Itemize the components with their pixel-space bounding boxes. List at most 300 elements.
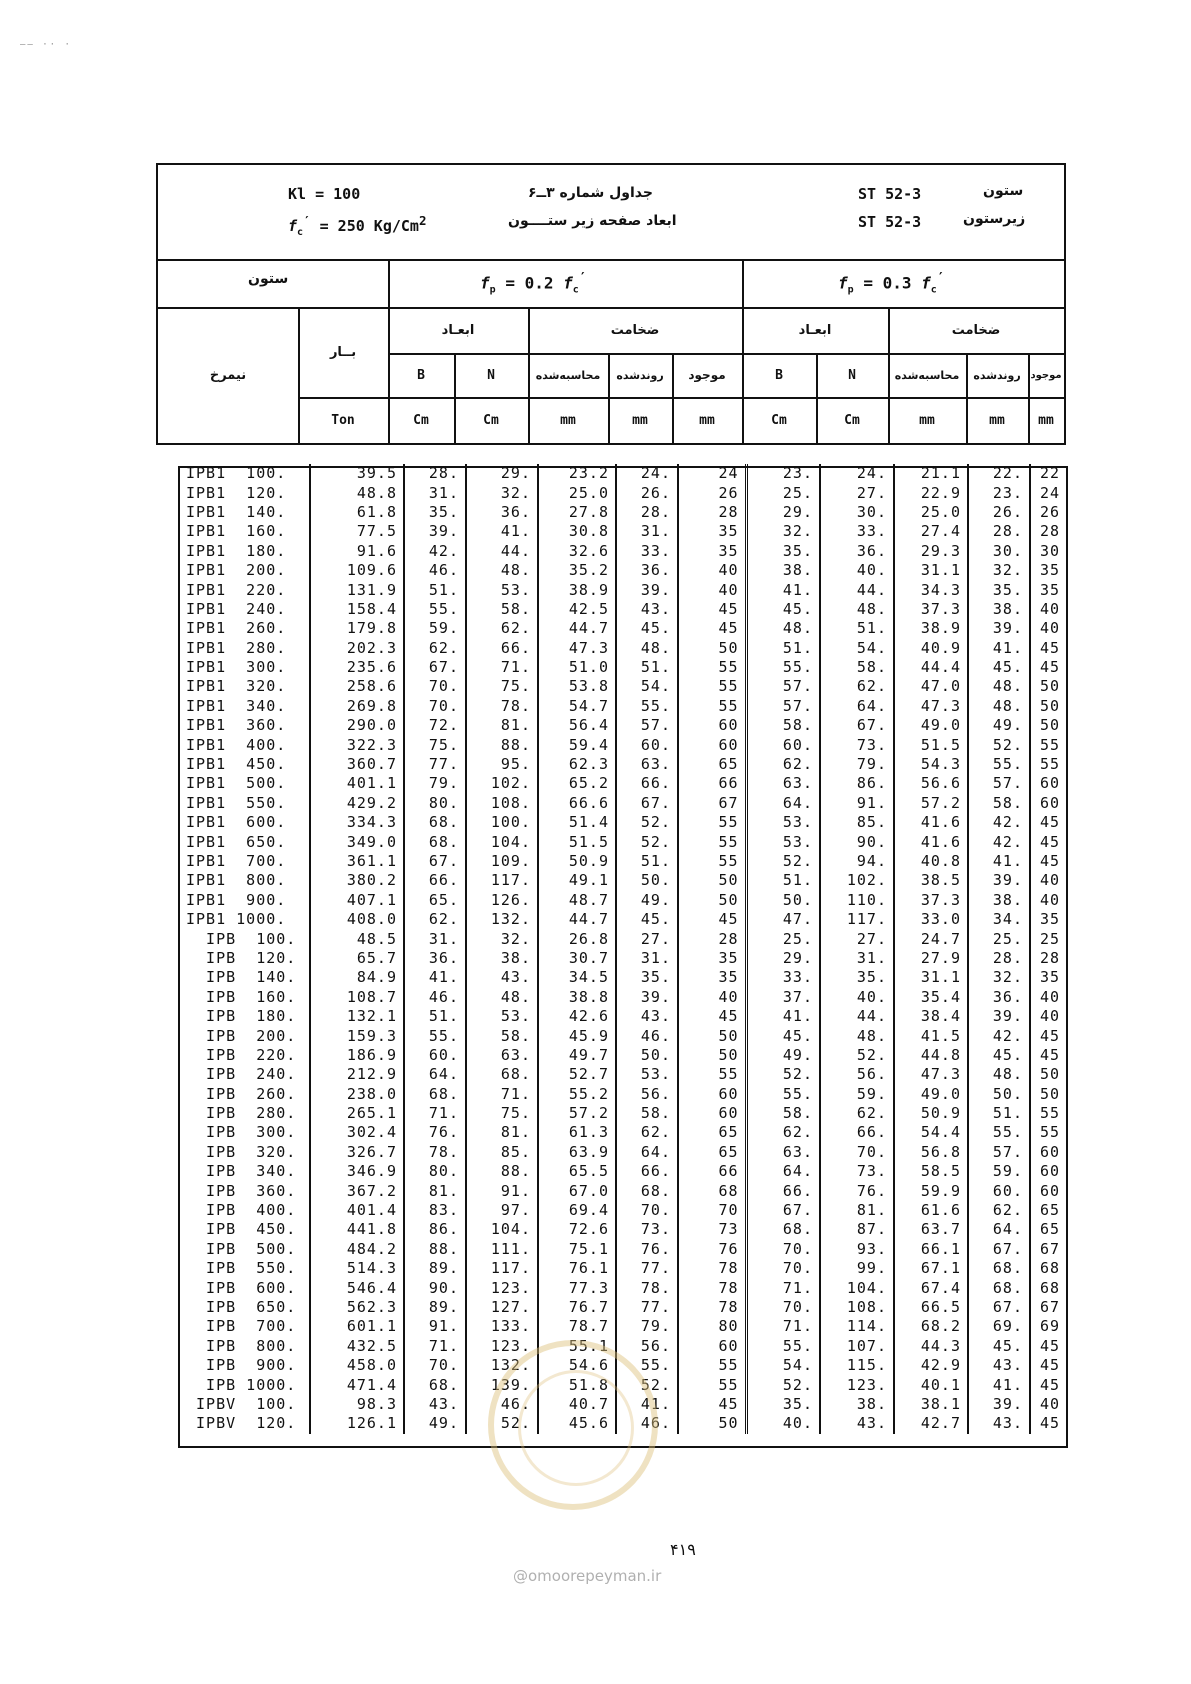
- table-cell: 77.: [616, 1298, 678, 1317]
- table-cell: 27.4: [894, 522, 968, 541]
- table-cell: 48.5: [310, 929, 404, 948]
- header-title-row: [158, 165, 1064, 261]
- table-cell: 76.: [404, 1123, 466, 1142]
- table-cell: IPB1 320.: [186, 677, 287, 696]
- table-row: [180, 1240, 1066, 1259]
- table-cell: 33.: [820, 522, 894, 541]
- table-cell: 54.: [746, 1356, 820, 1375]
- table-row: [180, 503, 1066, 522]
- table-row: [180, 619, 1066, 638]
- table-cell: 72.: [404, 716, 466, 735]
- table-cell: 60: [1030, 774, 1066, 793]
- table-cell: 38.9: [894, 619, 968, 638]
- table-cell: IPB 240.: [186, 1065, 297, 1084]
- table-cell: 290.0: [310, 716, 404, 735]
- table-cell: 48.: [466, 988, 538, 1007]
- unit-mm-calc1: mm: [560, 412, 576, 428]
- table-cell: 66: [678, 1162, 746, 1181]
- table-cell: 33.: [746, 968, 820, 987]
- table-cell: 43.: [404, 1395, 466, 1414]
- table-cell: 66: [678, 774, 746, 793]
- table-row: [180, 1337, 1066, 1356]
- table-cell: 102.: [820, 871, 894, 890]
- table-cell: 39.: [616, 988, 678, 1007]
- table-cell: 63.7: [894, 1220, 968, 1239]
- section-column-label: ستون: [248, 271, 289, 287]
- table-row: [180, 658, 1066, 677]
- table-cell: 28.: [968, 522, 1030, 541]
- table-cell: 22: [1030, 464, 1066, 483]
- table-cell: 48.: [968, 1065, 1030, 1084]
- fp-value-2: = 0.3: [863, 273, 912, 293]
- table-cell: 55: [1030, 1123, 1066, 1142]
- table-cell: 66.: [466, 639, 538, 658]
- table-cell: 58.: [820, 658, 894, 677]
- table-cell: 35.: [820, 968, 894, 987]
- table-cell: 41.: [746, 580, 820, 599]
- table-row: [180, 1085, 1066, 1104]
- table-row: [180, 1278, 1066, 1297]
- n-header-1: N: [487, 367, 495, 383]
- table-cell: 49.: [968, 716, 1030, 735]
- table-cell: 50: [678, 1046, 746, 1065]
- table-row: [180, 483, 1066, 502]
- table-cell: 68.: [968, 1259, 1030, 1278]
- table-row: [180, 832, 1066, 851]
- table-cell: IPB 200.: [186, 1026, 297, 1045]
- table-cell: 45: [1030, 852, 1066, 871]
- table-cell: 46.: [616, 1414, 678, 1433]
- table-cell: 126.: [466, 891, 538, 910]
- table-cell: 25.0: [538, 483, 616, 502]
- table-cell: 70.: [616, 1201, 678, 1220]
- table-cell: IPB1 340.: [186, 696, 287, 715]
- base-grade: ST 52-3: [858, 213, 922, 231]
- table-cell: 50: [1030, 1085, 1066, 1104]
- table-cell: 30.: [820, 503, 894, 522]
- table-cell: 90.: [820, 832, 894, 851]
- table-cell: 35: [678, 542, 746, 561]
- table-cell: 69.: [968, 1317, 1030, 1336]
- unit-cm-b2: Cm: [771, 412, 787, 428]
- table-cell: 55: [678, 1356, 746, 1375]
- table-cell: 35.4: [894, 988, 968, 1007]
- table-cell: 60.: [746, 735, 820, 754]
- table-cell: 35.: [404, 503, 466, 522]
- table-cell: IPB1 240.: [186, 599, 287, 618]
- table-cell: 79.: [404, 774, 466, 793]
- table-cell: 38.9: [538, 580, 616, 599]
- table-cell: 429.2: [310, 794, 404, 813]
- table-cell: 28: [1030, 522, 1066, 541]
- table-cell: 562.3: [310, 1298, 404, 1317]
- table-cell: 53.: [746, 832, 820, 851]
- table-cell: 55.: [616, 697, 678, 716]
- table-cell: 41.5: [894, 1026, 968, 1045]
- table-cell: 212.9: [310, 1065, 404, 1084]
- table-cell: 361.1: [310, 852, 404, 871]
- table-cell: IPB1 100.: [186, 464, 287, 483]
- table-cell: 39.: [968, 1395, 1030, 1414]
- table-cell: 62.: [820, 1104, 894, 1123]
- table-cell: 117.: [466, 1259, 538, 1278]
- table-cell: 110.: [820, 891, 894, 910]
- table-cell: 66.6: [538, 794, 616, 813]
- table-cell: 78.: [404, 1143, 466, 1162]
- table-row: [180, 929, 1066, 948]
- table-cell: 51.: [820, 619, 894, 638]
- table-cell: 70.: [746, 1259, 820, 1278]
- table-cell: 45.: [968, 1046, 1030, 1065]
- table-cell: 32.6: [538, 542, 616, 561]
- table-cell: 50: [678, 891, 746, 910]
- table-cell: 52.7: [538, 1065, 616, 1084]
- table-cell: 43.: [616, 1007, 678, 1026]
- table-cell: 52.: [820, 1046, 894, 1065]
- table-cell: 68: [678, 1181, 746, 1200]
- table-cell: 35.: [616, 968, 678, 987]
- table-row: [180, 600, 1066, 619]
- table-cell: 57.2: [538, 1104, 616, 1123]
- table-cell: 35.: [968, 580, 1030, 599]
- table-cell: 62.: [404, 910, 466, 929]
- table-cell: 346.9: [310, 1162, 404, 1181]
- table-cell: 40.: [820, 561, 894, 580]
- table-row: [180, 1317, 1066, 1336]
- table-cell: 47.3: [894, 697, 968, 716]
- table-cell: 60.: [404, 1046, 466, 1065]
- table-cell: 64.: [746, 794, 820, 813]
- table-cell: 45.: [616, 910, 678, 929]
- table-cell: 42.6: [538, 1007, 616, 1026]
- existing-header-2: موجود: [1030, 369, 1062, 381]
- table-cell: 25.0: [894, 503, 968, 522]
- table-cell: 48.: [466, 561, 538, 580]
- table-cell: 60: [678, 1104, 746, 1123]
- dims-header-1: ابعـاد: [441, 322, 475, 338]
- table-cell: 66.: [616, 774, 678, 793]
- table-cell: 56.: [820, 1065, 894, 1084]
- table-cell: 63.: [466, 1046, 538, 1065]
- table-cell: 60: [678, 735, 746, 754]
- table-cell: 41.: [404, 968, 466, 987]
- table-cell: 24.: [616, 464, 678, 483]
- table-cell: 69: [1030, 1317, 1066, 1336]
- table-cell: 45: [1030, 1337, 1066, 1356]
- table-cell: 56.4: [538, 716, 616, 735]
- table-cell: 78.: [466, 697, 538, 716]
- table-cell: 70.: [404, 1356, 466, 1375]
- table-cell: 48.7: [538, 891, 616, 910]
- table-cell: 55.: [968, 755, 1030, 774]
- table-cell: 45: [1030, 1046, 1066, 1065]
- table-cell: 38.1: [894, 1395, 968, 1414]
- table-cell: 132.: [466, 1356, 538, 1375]
- table-cell: 45.6: [538, 1414, 616, 1433]
- table-cell: 63.: [746, 1143, 820, 1162]
- table-cell: 50.: [968, 1085, 1030, 1104]
- table-cell: 52.: [746, 1065, 820, 1084]
- table-cell: 84.9: [310, 968, 404, 987]
- table-row: [180, 794, 1066, 813]
- table-cell: 63.9: [538, 1143, 616, 1162]
- table-cell: 53.: [466, 1007, 538, 1026]
- table-cell: 41.6: [894, 813, 968, 832]
- table-cell: 66.: [616, 1162, 678, 1181]
- table-cell: 25.: [968, 929, 1030, 948]
- table-cell: 85.: [820, 813, 894, 832]
- table-cell: 44.8: [894, 1046, 968, 1065]
- table-cell: 77.3: [538, 1278, 616, 1297]
- table-row: [180, 1162, 1066, 1181]
- table-row: [180, 697, 1066, 716]
- table-cell: 64.: [616, 1143, 678, 1162]
- table-cell: 179.8: [310, 619, 404, 638]
- table-cell: 42.: [968, 1026, 1030, 1045]
- table-cell: 52.: [616, 1375, 678, 1394]
- table-cell: 66.1: [894, 1240, 968, 1259]
- table-cell: 44.3: [894, 1337, 968, 1356]
- table-cell: 50: [678, 639, 746, 658]
- table-cell: 55: [678, 832, 746, 851]
- table-cell: 109.6: [310, 561, 404, 580]
- table-row: [180, 1046, 1066, 1065]
- table-cell: 34.: [968, 910, 1030, 929]
- table-cell: 66.: [746, 1181, 820, 1200]
- table-cell: 49.: [616, 891, 678, 910]
- table-row: [180, 910, 1066, 929]
- table-cell: 53.: [466, 580, 538, 599]
- table-cell: 39.5: [310, 464, 404, 483]
- table-cell: 45: [1030, 1356, 1066, 1375]
- table-cell: 70.: [746, 1240, 820, 1259]
- table-cell: 50: [1030, 1065, 1066, 1084]
- table-cell: 50.9: [538, 852, 616, 871]
- table-cell: 60: [1030, 794, 1066, 813]
- table-cell: 81.: [404, 1181, 466, 1200]
- table-cell: 62.: [746, 755, 820, 774]
- table-cell: 88.: [466, 735, 538, 754]
- table-cell: 67: [678, 794, 746, 813]
- table-cell: 30.8: [538, 522, 616, 541]
- table-row: [180, 891, 1066, 910]
- table-cell: 78: [678, 1259, 746, 1278]
- unit-mm-exist2: mm: [1038, 412, 1054, 428]
- table-cell: 41.: [968, 852, 1030, 871]
- table-cell: 85.: [466, 1143, 538, 1162]
- table-cell: 60: [1030, 1143, 1066, 1162]
- table-cell: IPB1 280.: [186, 638, 287, 657]
- table-cell: 42.: [968, 813, 1030, 832]
- table-cell: IPB1 550.: [186, 793, 287, 812]
- table-cell: 458.0: [310, 1356, 404, 1375]
- table-cell: 104.: [466, 1220, 538, 1239]
- table-cell: 76.1: [538, 1259, 616, 1278]
- table-cell: 27.8: [538, 503, 616, 522]
- table-cell: 45: [1030, 1026, 1066, 1045]
- table-row: [180, 716, 1066, 735]
- table-cell: 54.4: [894, 1123, 968, 1142]
- table-cell: 55.: [404, 600, 466, 619]
- table-row: [180, 735, 1066, 754]
- table-cell: 56.8: [894, 1143, 968, 1162]
- table-cell: 31.: [820, 949, 894, 968]
- table-cell: 26.: [968, 503, 1030, 522]
- watermark-seal: [488, 1340, 658, 1510]
- table-cell: 67.: [404, 658, 466, 677]
- table-cell: 80.: [404, 794, 466, 813]
- table-cell: 45.9: [538, 1026, 616, 1045]
- table-cell: 91.: [820, 794, 894, 813]
- table-cell: 380.2: [310, 871, 404, 890]
- table-cell: IPB1 900.: [186, 890, 287, 909]
- table-row: [180, 988, 1066, 1007]
- thickness-header-1: ضخامت: [610, 322, 660, 338]
- table-cell: IPB 900.: [186, 1356, 297, 1375]
- table-cell: 441.8: [310, 1220, 404, 1239]
- table-cell: 51.: [746, 871, 820, 890]
- table-cell: 49.0: [894, 1085, 968, 1104]
- table-cell: 53.: [746, 813, 820, 832]
- table-cell: 52.: [968, 735, 1030, 754]
- table-cell: 24.7: [894, 929, 968, 948]
- table-cell: 50.: [746, 891, 820, 910]
- table-cell: 45.: [968, 1337, 1030, 1356]
- table-cell: 37.3: [894, 600, 968, 619]
- table-cell: 44.4: [894, 658, 968, 677]
- table-cell: 78.7: [538, 1317, 616, 1336]
- table-cell: IPB1 450.: [186, 755, 287, 774]
- table-cell: 70.: [820, 1143, 894, 1162]
- dims-header-2: ابعـاد: [798, 322, 832, 338]
- table-cell: 31.: [404, 929, 466, 948]
- table-cell: 349.0: [310, 832, 404, 851]
- fp-value-1: = 0.2: [505, 273, 554, 293]
- unit-cm-n2: Cm: [844, 412, 860, 428]
- table-cell: 67.: [968, 1298, 1030, 1317]
- table-cell: 55: [678, 697, 746, 716]
- table-cell: 29.: [746, 503, 820, 522]
- table-row: [180, 813, 1066, 832]
- table-cell: 56.6: [894, 774, 968, 793]
- table-cell: 40: [1030, 1395, 1066, 1414]
- table-row: [180, 1298, 1066, 1317]
- table-cell: 401.1: [310, 774, 404, 793]
- table-cell: 55.1: [538, 1337, 616, 1356]
- table-cell: 38.: [820, 1395, 894, 1414]
- table-cell: IPB1 650.: [186, 832, 287, 851]
- table-cell: 62.: [968, 1201, 1030, 1220]
- table-cell: 28: [678, 503, 746, 522]
- table-cell: IPB 450.: [186, 1220, 297, 1239]
- table-cell: 40: [1030, 600, 1066, 619]
- table-cell: 62.3: [538, 755, 616, 774]
- table-cell: 45.: [746, 600, 820, 619]
- table-cell: 61.6: [894, 1201, 968, 1220]
- table-cell: 45: [678, 910, 746, 929]
- table-cell: 47.3: [894, 1065, 968, 1084]
- table-cell: 601.1: [310, 1317, 404, 1336]
- table-cell: 44.: [820, 580, 894, 599]
- table-cell: IPB 140.: [186, 968, 297, 987]
- table-cell: 60: [678, 1085, 746, 1104]
- table-cell: 60.: [968, 1181, 1030, 1200]
- table-cell: IPB1 800.: [186, 871, 287, 890]
- table-cell: 76: [678, 1240, 746, 1259]
- table-cell: 115.: [820, 1356, 894, 1375]
- table-cell: 65: [1030, 1201, 1066, 1220]
- n-header-2: N: [848, 367, 856, 383]
- table-cell: 408.0: [310, 910, 404, 929]
- unit-mm-exist1: mm: [699, 412, 715, 428]
- table-cell: 38.: [746, 561, 820, 580]
- table-cell: 47.: [746, 910, 820, 929]
- table-cell: IPB 1000.: [186, 1375, 297, 1394]
- table-cell: 55: [678, 813, 746, 832]
- unit-ton: Ton: [331, 412, 355, 428]
- table-row: [180, 1026, 1066, 1045]
- table-cell: 45: [678, 600, 746, 619]
- table-cell: 41.: [466, 522, 538, 541]
- table-cell: 26.: [616, 483, 678, 502]
- table-cell: 41.: [746, 1007, 820, 1026]
- table-cell: 57.: [616, 716, 678, 735]
- table-cell: 35: [1030, 580, 1066, 599]
- table-cell: 29.: [746, 949, 820, 968]
- table-cell: 471.4: [310, 1375, 404, 1394]
- table-cell: 258.6: [310, 677, 404, 696]
- table-cell: 35: [1030, 561, 1066, 580]
- table-cell: IPB1 160.: [186, 522, 287, 541]
- table-cell: 55: [1030, 735, 1066, 754]
- fc-symbol: f: [288, 217, 298, 235]
- table-cell: 42.: [968, 832, 1030, 851]
- table-cell: 52.: [616, 832, 678, 851]
- table-cell: 54.: [616, 677, 678, 696]
- table-cell: IPB 260.: [186, 1084, 297, 1103]
- table-cell: 42.5: [538, 600, 616, 619]
- table-cell: 70.: [746, 1298, 820, 1317]
- table-cell: 55.: [746, 1337, 820, 1356]
- scan-mark: —— ·· ·: [20, 40, 72, 50]
- table-cell: IPB 100.: [186, 929, 297, 948]
- table-cell: 23.: [746, 464, 820, 483]
- table-row: [180, 871, 1066, 890]
- table-cell: 127.: [466, 1298, 538, 1317]
- table-row: [180, 949, 1066, 968]
- table-cell: 40: [678, 561, 746, 580]
- table-cell: 40: [1030, 871, 1066, 890]
- table-cell: 51.: [746, 639, 820, 658]
- table-cell: 59.9: [894, 1181, 968, 1200]
- table-cell: 401.4: [310, 1201, 404, 1220]
- table-cell: 55: [678, 677, 746, 696]
- table-cell: 60: [1030, 1162, 1066, 1181]
- table-cell: 107.: [820, 1337, 894, 1356]
- table-cell: 51.: [968, 1104, 1030, 1123]
- table-cell: 76.: [616, 1240, 678, 1259]
- table-cell: 71.: [466, 658, 538, 677]
- table-cell: 58.: [746, 716, 820, 735]
- table-cell: 99.: [820, 1259, 894, 1278]
- table-cell: 51.: [616, 658, 678, 677]
- table-cell: 78: [678, 1278, 746, 1297]
- table-cell: 68: [1030, 1259, 1066, 1278]
- table-cell: 132.: [466, 910, 538, 929]
- table-cell: IPB 180.: [186, 1007, 297, 1026]
- unit-mm-round2: mm: [989, 412, 1005, 428]
- table-cell: 35.: [746, 542, 820, 561]
